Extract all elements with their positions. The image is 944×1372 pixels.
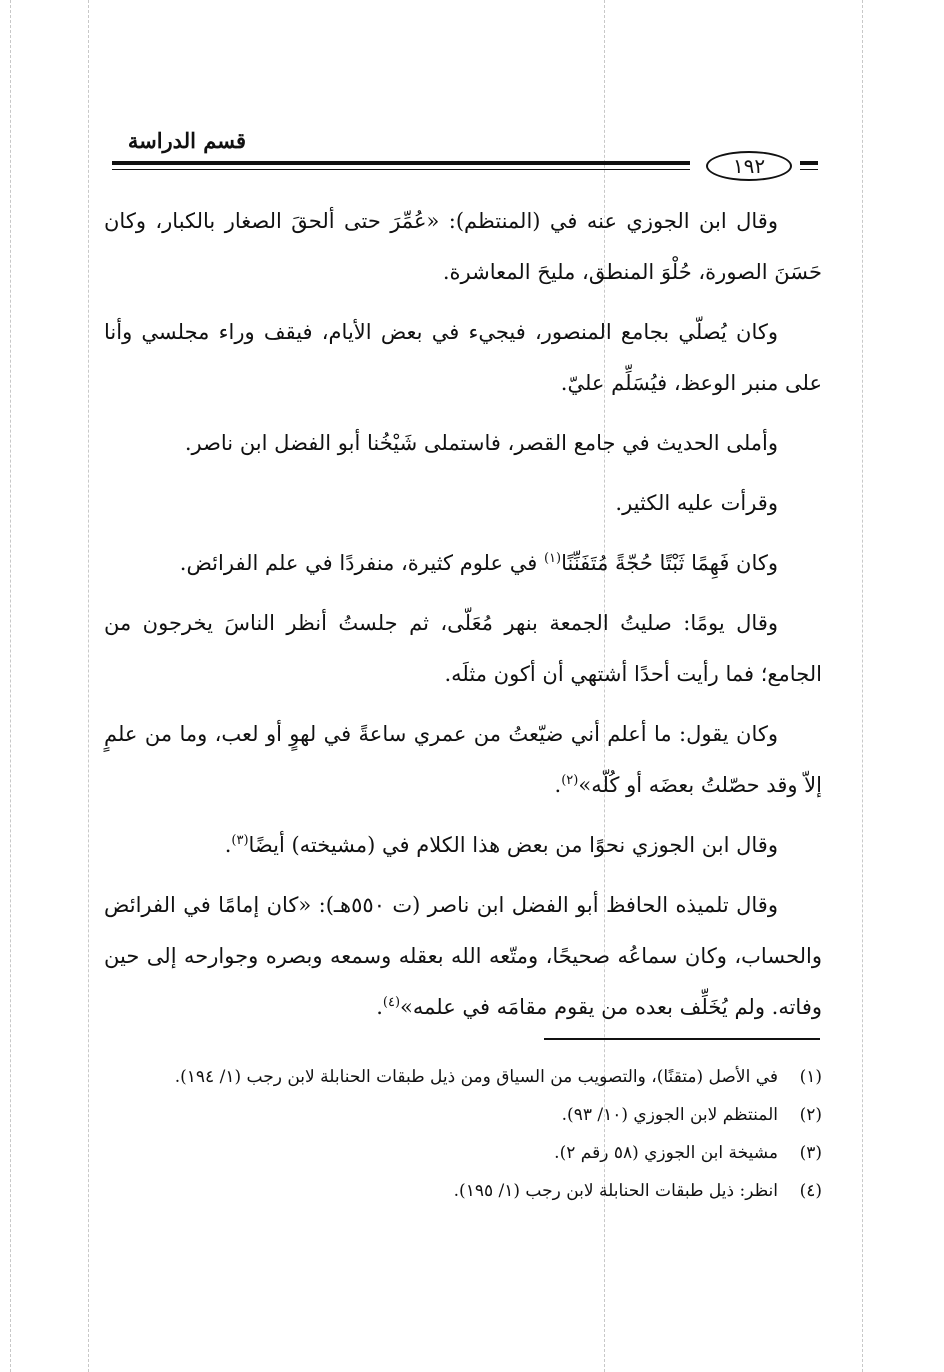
- paragraph: وقال تلميذه الحافظ أبو الفضل ابن ناصر (ت ٥٥٠هـ): «كان إمامًا في الفرائض والحساب، وكان سماعُه صحيحًا، ومتّعه الله بعقله وسمعه وبصره وجوارحه إلى حين وفاته. ولم يُخَلِّف بعده من يقوم مقامَه في علمه»$^{(٤)}$.: [104, 893, 822, 1019]
- section-title: قسم الدراسة: [127, 128, 246, 153]
- footnote-number: (١): [799, 1067, 822, 1087]
- page-number: ١٩٢: [706, 151, 792, 181]
- footnote-separator: [544, 1038, 820, 1040]
- footnote-text: انظر: ذيل طبقات الحنابلة لابن رجب (١/ ١٩٥).: [453, 1181, 778, 1201]
- footnote-marker[interactable]: (٢): [561, 773, 579, 788]
- scan-guide-line: [10, 0, 11, 1372]
- footnote-number: (٢): [799, 1105, 822, 1125]
- body-text: [104, 196, 822, 1042]
- paragraph: وقال ابن الجوزي عنه في (المنتظم): «عُمِّرَ حتى ألحقَ الصغار بالكبار، وكان حَسَنَ الصورة، حُلْوَ المنطق، مليحَ المعاشرة.: [104, 209, 822, 284]
- paragraph: وكان يقول: ما أعلم أني ضيّعتُ من عمري ساعةً في لهوٍ أو لعب، وما من علمٍ إلاّ وقد حصّلتُ بعضَه أو كُلّه»$^{(٢)}$.: [104, 722, 822, 797]
- scan-guide-line: [862, 0, 863, 1372]
- header-rule: [112, 161, 690, 170]
- paragraph: وكان يُصلّي بجامع المنصور، فيجيء في بعض الأيام، فيقف وراء مجلسي وأنا على منبر الوعظ، فيُسَلِّم عليّ.: [104, 320, 822, 395]
- footnote-number: (٣): [799, 1143, 822, 1163]
- footnote: [104, 1096, 822, 1134]
- footnote-marker[interactable]: (٣): [231, 833, 249, 848]
- paragraph: وقال يومًا: صليتُ الجمعة بنهر مُعَلّى، ثم جلستُ أنظر الناسَ يخرجون من الجامع؛ فما رأيت أحدًا أشتهي أن أكون مثلَه.: [104, 611, 822, 686]
- footnote-text: في الأصل (متقنًا)، والتصويب من السياق ومن ذيل طبقات الحنابلة لابن رجب (١/ ١٩٤).: [174, 1067, 778, 1087]
- footnote: [104, 1172, 822, 1210]
- footnote-number: (٤): [799, 1181, 822, 1201]
- footnotes: [104, 1058, 822, 1210]
- paragraph: وأملى الحديث في جامع القصر، فاستملى شَيْخُنا أبو الفضل ابن ناصر.: [184, 431, 778, 455]
- footnote-text: المنتظم لابن الجوزي (١٠/ ٩٣).: [561, 1105, 778, 1125]
- footnote: [104, 1134, 822, 1172]
- footnote-marker[interactable]: (١): [543, 551, 562, 566]
- footnote-text: مشيخة ابن الجوزي (٥٨ رقم ٢).: [554, 1143, 778, 1163]
- paragraph: وقرأت عليه الكثير.: [615, 491, 778, 515]
- paragraph: وقال ابن الجوزي نحوًا من بعض هذا الكلام في (مشيخته) أيضًا$^{(٣)}$.: [224, 833, 778, 857]
- paragraph: وكان فَهِمًا ثَبْتًا حُجّةً مُتَفَنِّنًا$^{(١)}$ في علوم كثيرة، منفردًا في علم الفرائض.: [179, 551, 778, 575]
- scan-guide-line: [88, 0, 89, 1372]
- footnote: [104, 1058, 822, 1096]
- header-rule-right: [800, 161, 818, 170]
- footnote-marker[interactable]: (٤): [382, 995, 401, 1010]
